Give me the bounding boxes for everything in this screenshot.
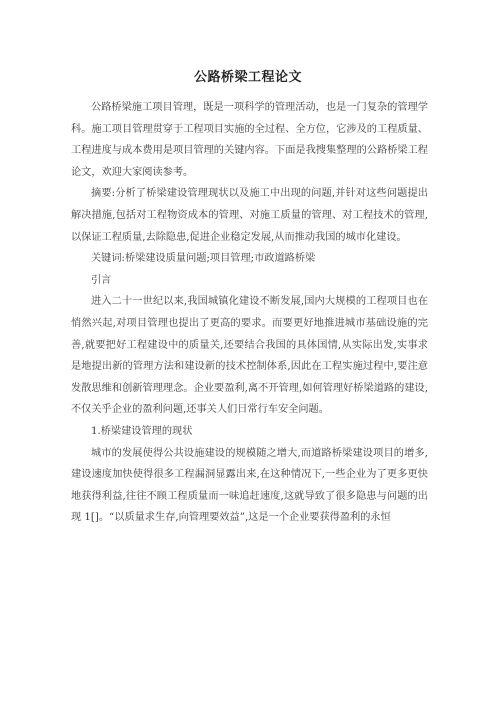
section-paragraph: 城市的发展使得公共设施建设的规模随之增大,而道路桥梁建设项目的增多,建设速度加快使得很多工程漏洞显露出来,在这种情况下,一些企业为了更多更快地获得利益,往往不顾工程质量而一味追赶速度,这就导致了很多隐患与问题的出现 1[]。“以质量求生存,向管理要效益”,这是一个企业要获得盈利的永恒 [71,447,428,524]
preface-heading: 引言 [91,274,112,286]
intro-paragraph: 公路桥梁施工项目管理，既是一项科学的管理活动，也是一门复杂的管理学科。施工项目管理贯穿于工程项目实施的全过程、全方位，它涉及的工程质量、工程进度与成本费用是项目管理的关键内容。下面是我搜集整理的公路桥梁工程论文，欢迎大家阅读参考。 [71,102,428,178]
document-body [71,97,428,529]
keywords-paragraph: 关键词:桥梁建设质量问题;项目管理;市政道路桥梁 [91,253,316,265]
section-heading: 1.桥梁建设管理的现状 [91,425,193,437]
document-title: 公路桥梁工程论文 [193,70,302,85]
preface-paragraph: 进入二十一世纪以来,我国城镇化建设不断发展,国内大规模的工程项目也在悄然兴起,对项目管理也提出了更高的要求。而要更好地推进城市基础设施的完善,就要把好工程建设中的质量关,还要结合我国的具体国情,从实际出发,实事求是地提出新的管理方法和建设新的技术控制体系,因此在工程实施过程中,要注意发散思维和创新管理理念。企业要盈利,离不开管理,如何管理好桥梁道路的建设,不仅关乎企业的盈利问题,还事关人们日常行车安全问题。 [71,296,428,416]
abstract-paragraph: 摘要:分析了桥梁建设管理现状以及施工中出现的问题,并针对这些问题提出解决措施,包括对工程物资成本的管理、对施工质量的管理、对工程技术的管理,以保证工程质量,去除隐患,促进企业稳定发展,从而推动我国的城市化建设。 [71,188,428,243]
